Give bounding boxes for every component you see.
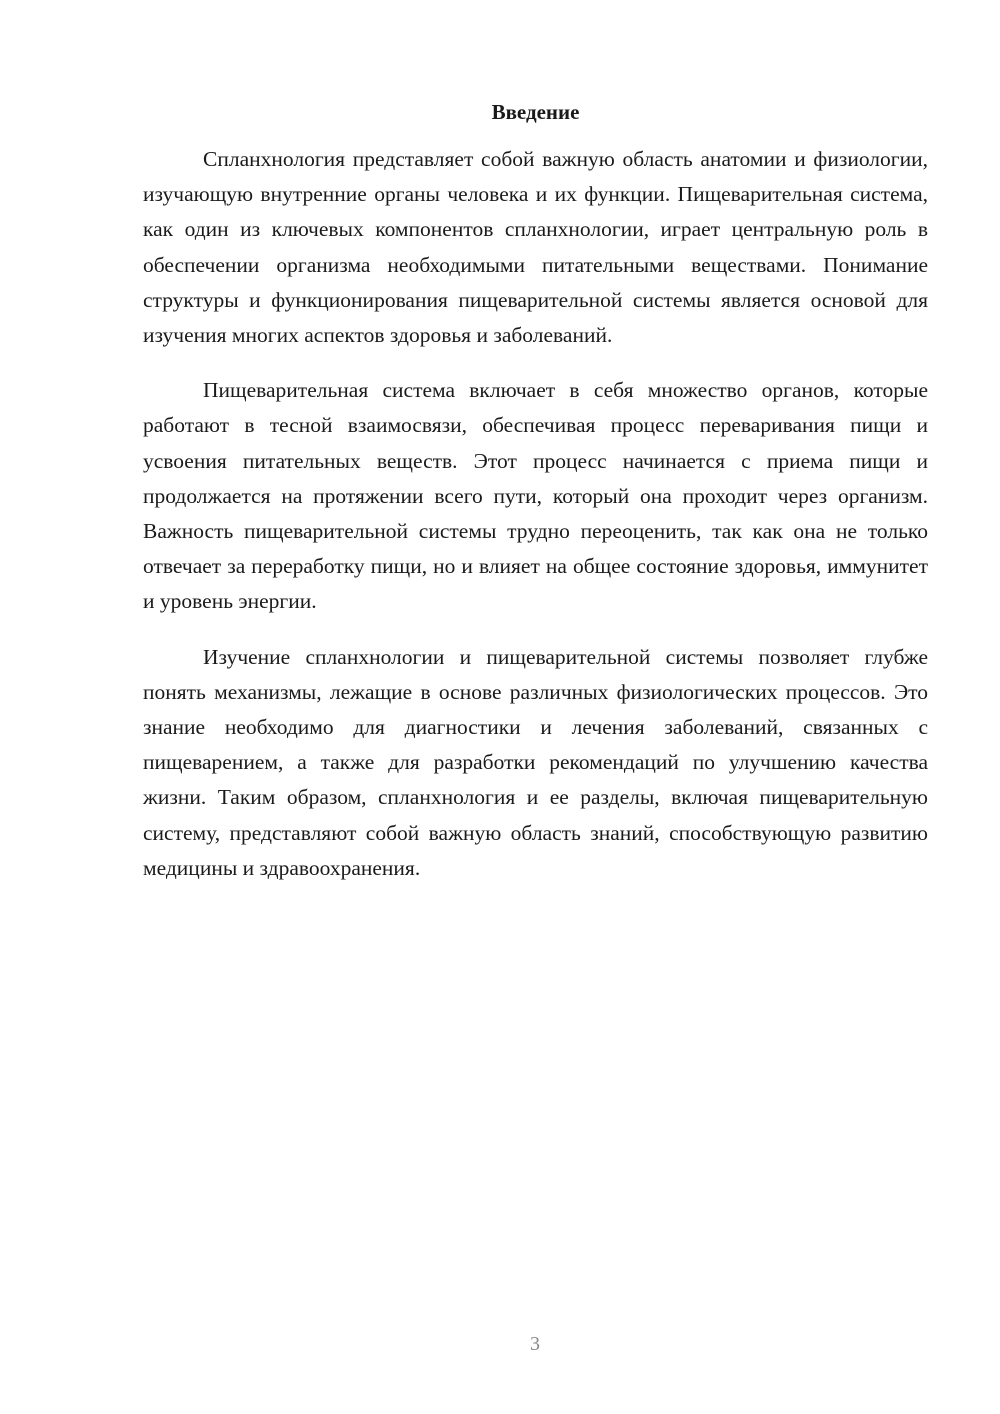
page-number: 3 xyxy=(530,1333,540,1355)
section-heading: Введение xyxy=(491,100,580,124)
paragraph-2: Пищеварительная система включает в себя множество органов, которые работают в тесной взаимосвязи, обеспечивая процесс переваривания пищи и усвоения питательных веществ. Этот процесс начинается с приема пищи и продолжается на протяжении всего пути, который она проходит через организм. Важность пищеварительной системы трудно переоценить, так как она не только отвечает за переработку пищи, но и влияет на общее состояние здоровья, иммунитет и уровень энергии. xyxy=(143,378,928,614)
paragraph-3: Изучение спланхнологии и пищеварительной системы позволяет глубже понять механизмы, лежащие в основе различных физиологических процессов. Это знание необходимо для диагностики и лечения заболеваний, связанных с пищеварением, а также для разработки рекомендаций по улучшению качества жизни. Таким образом, спланхнология и ее разделы, включая пищеварительную систему, представляют собой важную область знаний, способствующую развитию медицины и здравоохранения. xyxy=(143,644,928,880)
paragraph-1: Спланхнология представляет собой важную область анатомии и физиологии, изучающую внутренние органы человека и их функции. Пищеварительная система, как один из ключевых компонентов спланхнологии, играет центральную роль в обеспечении организма необходимыми питательными веществами. Понимание структуры и функционирования пищеварительной системы является основой для изучения многих аспектов здоровья и заболеваний. xyxy=(143,147,928,348)
body-text xyxy=(143,142,928,906)
